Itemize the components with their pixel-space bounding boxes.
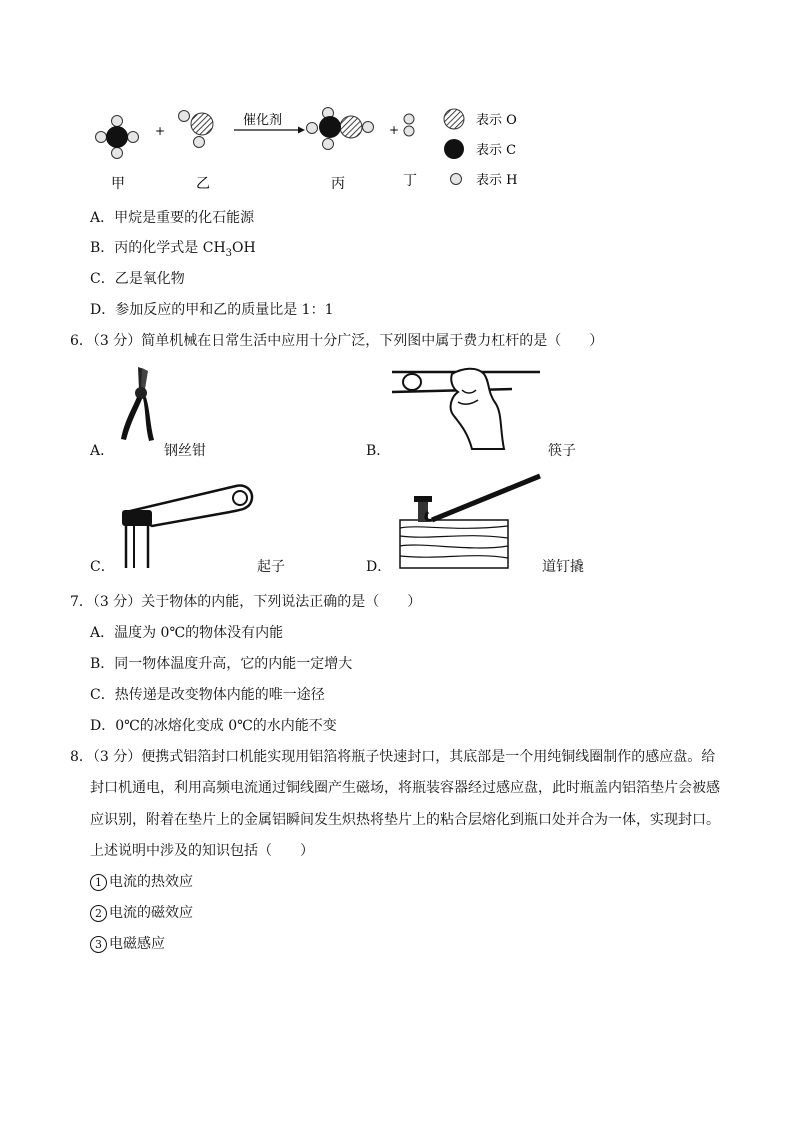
label-yi: 乙: [196, 176, 210, 192]
oxygen-atom-icon: [444, 109, 464, 129]
bottle-opener-image: [118, 480, 258, 570]
circled-number: 3: [90, 936, 107, 953]
q5-option-b-text: B．丙的化学式是 CH: [90, 240, 226, 256]
chopsticks-image: [392, 364, 542, 454]
q6-option-c-letter: C．: [90, 559, 115, 575]
label-bing: 丙: [331, 176, 345, 192]
catalyst-label: 催化剂: [243, 113, 283, 128]
q6-stem: 6．（3 分）简单机械在日常生活中应用十分广泛，下列图中属于费力杠杆的是（ ）: [70, 333, 604, 349]
hydrogen-atom-icon: [451, 174, 462, 185]
legend-hydrogen: 表示 H: [476, 173, 518, 188]
q8-item-1-text: 电流的热效应: [109, 874, 193, 890]
q5-option-b-subscript: 3: [225, 247, 233, 259]
reaction-diagram: [0, 100, 794, 200]
q6-option-b-caption: 筷子: [548, 443, 576, 459]
q8-line-4: 上述说明中涉及的知识包括（ ）: [90, 843, 314, 859]
q8-line-3: 应识别，附着在垫片上的金属铝瞬间发生炽热将垫片上的粘合层熔化到瓶口处并合为一体，实现封口。: [90, 812, 720, 828]
q7-option-b: B．同一物体温度升高，它的内能一定增大: [90, 656, 353, 672]
q8-item-3: [90, 934, 165, 954]
q7-stem: 7．（3 分）关于物体的内能，下列说法正确的是（ ）: [70, 594, 422, 610]
q8-item-1: [90, 872, 193, 892]
circled-number: 2: [90, 905, 107, 922]
q6-option-a-letter: A．: [90, 443, 115, 459]
q8-item-2-text: 电流的磁效应: [109, 905, 193, 921]
plus-sign: +: [155, 124, 166, 138]
pliers-image: [112, 364, 162, 444]
q7-option-d: D．0℃的冰熔化变成 0℃的水内能不变: [90, 718, 337, 734]
arrow-head-icon: [298, 127, 305, 134]
q6-option-d-caption: 道钉撬: [542, 559, 584, 575]
q5-option-a: A．甲烷是重要的化石能源: [90, 210, 255, 226]
label-jia: 甲: [111, 176, 125, 192]
legend-oxygen: 表示 O: [476, 113, 517, 128]
q8-line-1: 8．（3 分）便携式铝箔封口机能实现用铝箔将瓶子快速封口，其底部是一个用纯铜线圈制作的感应盘。给: [70, 749, 716, 765]
q8-line-2: 封口机通电，利用高频电流通过铜线圈产生磁场，将瓶装容器经过感应盘，此时瓶盖内铝箔垫片会被感: [90, 780, 720, 796]
q5-option-b-tail: OH: [232, 240, 256, 256]
q6-option-b-letter: B．: [366, 443, 391, 459]
q6-option-a-caption: 钢丝钳: [164, 443, 206, 459]
molecule-ding: [404, 114, 414, 136]
nail-pry-bar-image: [392, 472, 544, 572]
plus-sign: +: [389, 123, 400, 137]
q7-option-c: C．热传递是改变物体内能的唯一途径: [90, 687, 325, 703]
q5-option-d: D．参加反应的甲和乙的质量比是 1：1: [90, 302, 334, 318]
q6-option-c-caption: 起子: [257, 559, 285, 575]
q5-option-b: [90, 238, 256, 264]
q6-option-d-letter: D．: [366, 559, 392, 575]
molecule-bing: [307, 108, 374, 150]
circled-number: 1: [90, 874, 107, 891]
legend: [444, 109, 517, 188]
molecule-jia: [96, 116, 139, 159]
q8-item-2: [90, 903, 193, 923]
carbon-atom-icon: [444, 139, 464, 159]
q5-option-c: C．乙是氧化物: [90, 271, 185, 287]
molecule-yi: [179, 111, 214, 148]
label-ding: 丁: [403, 173, 417, 189]
q8-item-3-text: 电磁感应: [109, 936, 165, 952]
legend-carbon: 表示 C: [476, 143, 517, 158]
q7-option-a: A．温度为 0℃的物体没有内能: [90, 625, 284, 641]
